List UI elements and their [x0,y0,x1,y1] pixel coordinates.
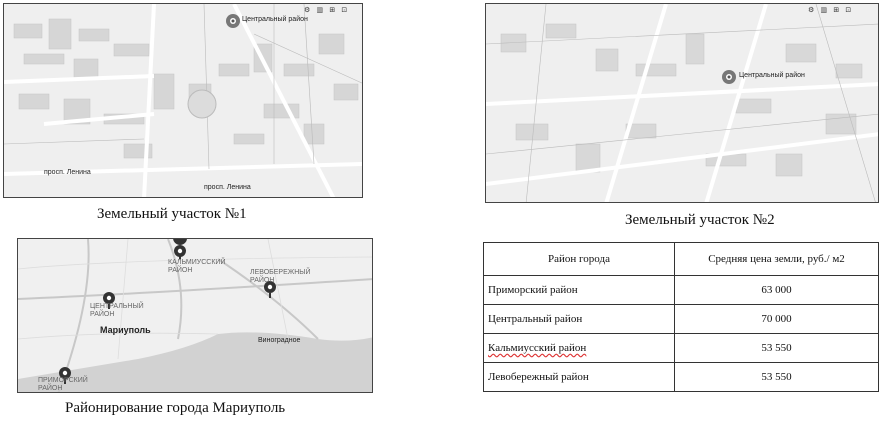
district-price: 53 550 [675,334,879,363]
land-price-table [483,242,879,392]
map-1-pin-label: Центральный район [242,16,308,23]
map-1-pin-icon [226,14,240,28]
district-price: 53 550 [675,363,879,392]
district-label-primorskiy: ПРИМОРСКИЙ РАЙОН [38,377,88,392]
map-mariupol-districts[interactable] [17,238,373,393]
column-header-district: Район города [484,243,675,276]
city-label: Мариуполь [100,325,151,335]
map-2-caption: Земельный участок №2 [625,212,775,228]
district-label-kalmiusskiy: КАЛЬМИУССКИЙ РАЙОН [168,259,226,274]
map-1-caption: Земельный участок №1 [97,206,247,222]
map-2-streets [486,4,879,203]
map-2-pin-label: Центральный район [739,72,805,79]
map-land-plot-1[interactable] [3,3,363,198]
map-3-caption: Районирование города Мариуполь [65,400,286,416]
district-name: Левобережный район [484,363,675,392]
table-row [484,363,879,392]
district-name: Приморский район [484,276,675,305]
map-1-toolbar[interactable]: ⚙ ▥ ⊞ ⊡ [304,6,350,14]
table-row [484,276,879,305]
map-1-street-label-2: просп. Ленина [204,184,251,191]
place-label: Виноградное [258,337,301,344]
map-2-pin-icon [722,70,736,84]
district-price: 63 000 [675,276,879,305]
district-label-levoberezhnyy: ЛЕВОБЕРЕЖНЫЙ РАЙОН [250,269,311,284]
district-name: Кальмиусский район [484,334,675,363]
district-label-tsentralnyy: ЦЕНТРАЛЬНЫЙ РАЙОН [90,303,144,318]
district-name: Центральный район [484,305,675,334]
table-row [484,334,879,363]
column-header-price: Средняя цена земли, руб./ м2 [675,243,879,276]
table-row [484,305,879,334]
table-header-row [484,243,879,276]
district-price: 70 000 [675,305,879,334]
map-land-plot-2[interactable] [485,3,879,203]
map-1-street-label: просп. Ленина [44,169,91,176]
map-2-toolbar[interactable]: ⚙ ▥ ⊞ ⊡ [808,6,854,14]
